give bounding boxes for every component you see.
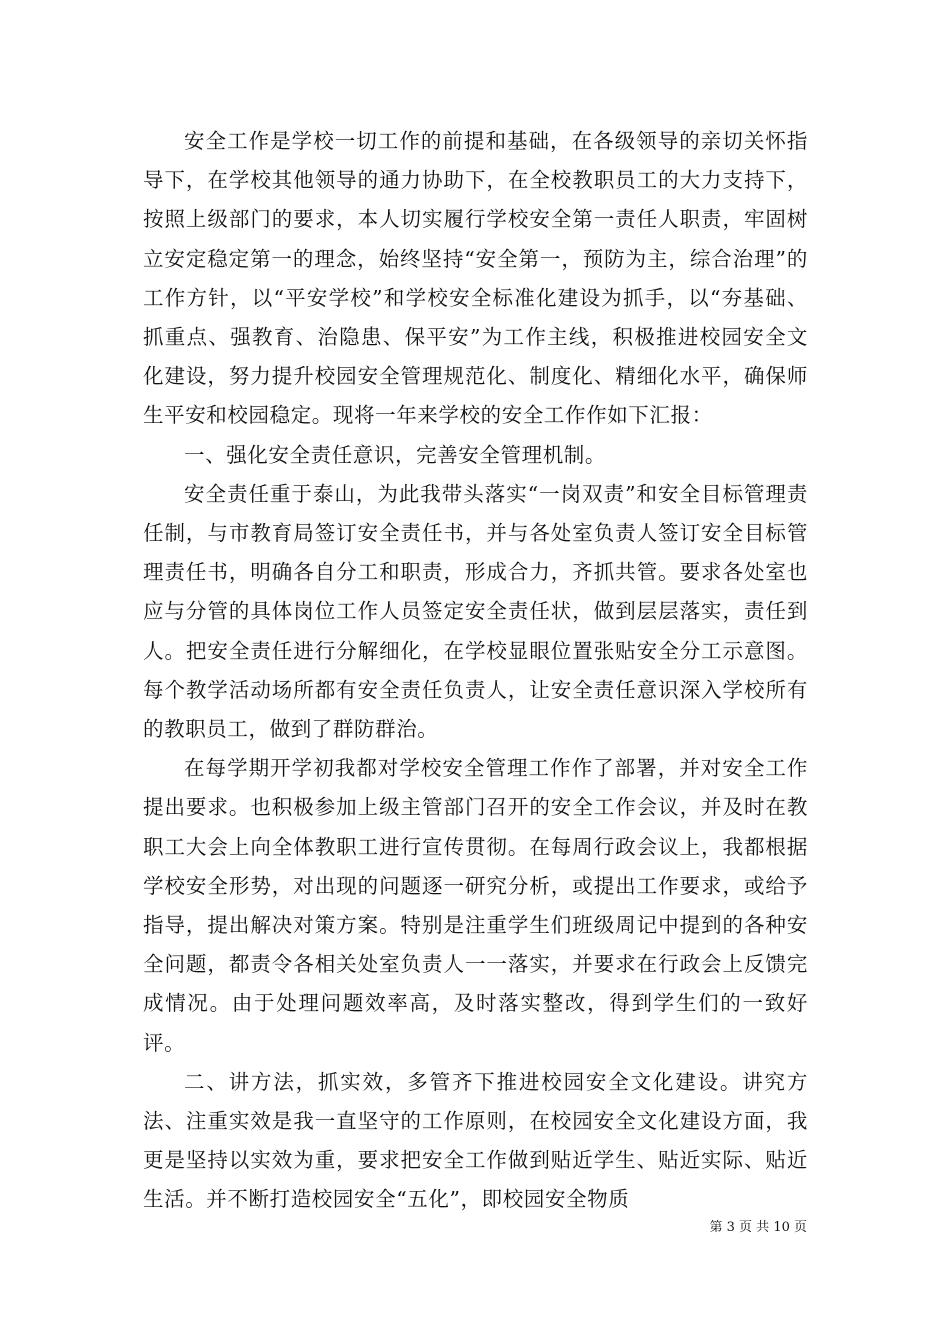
paragraph-responsibility: 安全责任重于泰山，为此我带头落实“一岗双责”和安全目标管理责任制，与市教育局签订安全责任书，并与各处室负责人签订安全目标管理责任书，明确各自分工和职责，形成合力，齐抓共管。要求各处室也应与分管的具体岗位工作人员签定安全责任状，做到层层落实，责任到人。把安全责任进行分解细化，在学校显眼位置张贴安全分工示意图。每个教学活动场所都有安全责任负责人，让安全责任意识深入学校所有的教职员工，做到了群防群治。 — [143, 481, 808, 742]
page-number-footer: 第 3 页 共 10 页 — [709, 1220, 807, 1235]
section-heading-2-paragraph: 二、讲方法，抓实效，多管齐下推进校园安全文化建设。讲究方法、注重实效是我一直坚守的工作原则，在校园安全文化建设方面，我更是坚持以实效为重，要求把安全工作做到贴近学生、贴近实际、贴近生活。并不断打造校园安全“五化”，即校园安全物质 — [143, 1069, 808, 1212]
document-body — [143, 122, 808, 1220]
paragraph-semester-deployment: 在每学期开学初我都对学校安全管理工作作了部署，并对安全工作提出要求。也积极参加上级主管部门召开的安全工作会议，并及时在教职工大会上向全体教职工进行宣传贯彻。在每周行政会议上，我都根据学校安全形势，对出现的问题逐一研究分析，或提出工作要求，或给予指导，提出解决对策方案。特别是注重学生们班级周记中提到的各种安全问题，都责令各相关处室负责人一一落实，并要求在行政会上反馈完成情况。由于处理问题效率高，及时落实整改，得到学生们的一致好评。 — [143, 756, 808, 1055]
section-heading-1: 一、强化安全责任意识，完善安全管理机制。 — [184, 442, 606, 467]
paragraph-intro: 安全工作是学校一切工作的前提和基础，在各级领导的亲切关怀指导下，在学校其他领导的通力协助下，在全校教职员工的大力支持下，按照上级部门的要求，本人切实履行学校安全第一责任人职责，牢固树立安定稳定第一的理念，始终坚持“安全第一，预防为主，综合治理”的工作方针，以“平安学校”和学校安全标准化建设为抓手，以“夯基础、抓重点、强教育、治隐患、保平安”为工作主线，积极推进校园安全文化建设，努力提升校园安全管理规范化、制度化、精细化水平，确保师生平安和校园稳定。现将一年来学校的安全工作作如下汇报： — [143, 129, 808, 428]
